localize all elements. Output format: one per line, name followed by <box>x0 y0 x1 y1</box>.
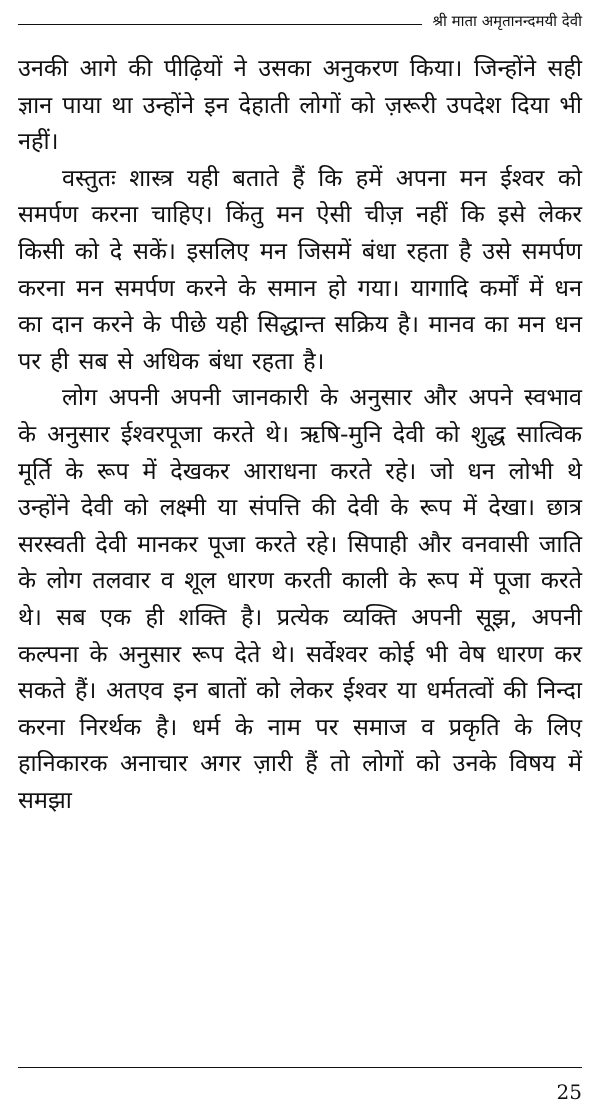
header-rule <box>18 24 422 25</box>
paragraph-2: वस्तुतः शास्त्र यही बताते हैं कि हमें अपना मन ईश्वर को समर्पण करना चाहिए। किंतु मन ऐसी चीज़ नहीं कि इसे लेकर किसी को दे सकें। इसलिए मन जिसमें बंधा रहता है उसे समर्पण करना मन समर्पण करने के समान हो गया। यागादि कर्मों में धन का दान करने के पीछे यही सिद्धान्त सक्रिय है। मानव का मन धन पर ही सब से अधिक बंधा रहता है। <box>18 163 582 375</box>
header-title: श्री माता अमृतानन्दमयी देवी <box>432 12 582 30</box>
body-text <box>18 50 582 818</box>
footer-rule <box>18 1067 582 1068</box>
running-header <box>18 6 582 32</box>
paragraph-3: लोग अपनी अपनी जानकारी के अनुसार और अपने स्वभाव के अनुसार ईश्वरपूजा करते थे। ऋषि-मुनि देवी को शुद्ध सात्विक मूर्ति के रूप में देखकर आराधना करते रहे। जो धन लोभी थे उन्होंने देवी को लक्ष्मी या संपत्ति की देवी के रूप में देखा। छात्र सरस्वती देवी मानकर पूजा करते रहे। सिपाही और वनवासी जाति के लोग तलवार व शूल धारण करती काली के रूप में पूजा करते थे। सब एक ही शक्ति है। प्रत्येक व्यक्ति अपनी सूझ, अपनी कल्पना के अनुसार रूप देते थे। सर्वेश्वर कोई भी वेष धारण कर सकते हैं। अतएव इन बातों को लेकर ईश्वर या धर्मतत्वों की निन्दा करना निरर्थक है। धर्म के नाम पर समाज व प्रकृति के लिए हानिकारक अनाचार अगर ज़ारी हैं तो लोगों को उनके विषय में समझा <box>18 383 582 814</box>
page-number: 25 <box>556 1080 582 1104</box>
paragraph-1: उनकी आगे की पीढ़ियों ने उसका अनुकरण किया। जिन्होंने सही ज्ञान पाया था उन्होंने इन देहाती लोगों को ज़रूरी उपदेश दिया भी नहीं। <box>18 54 582 156</box>
